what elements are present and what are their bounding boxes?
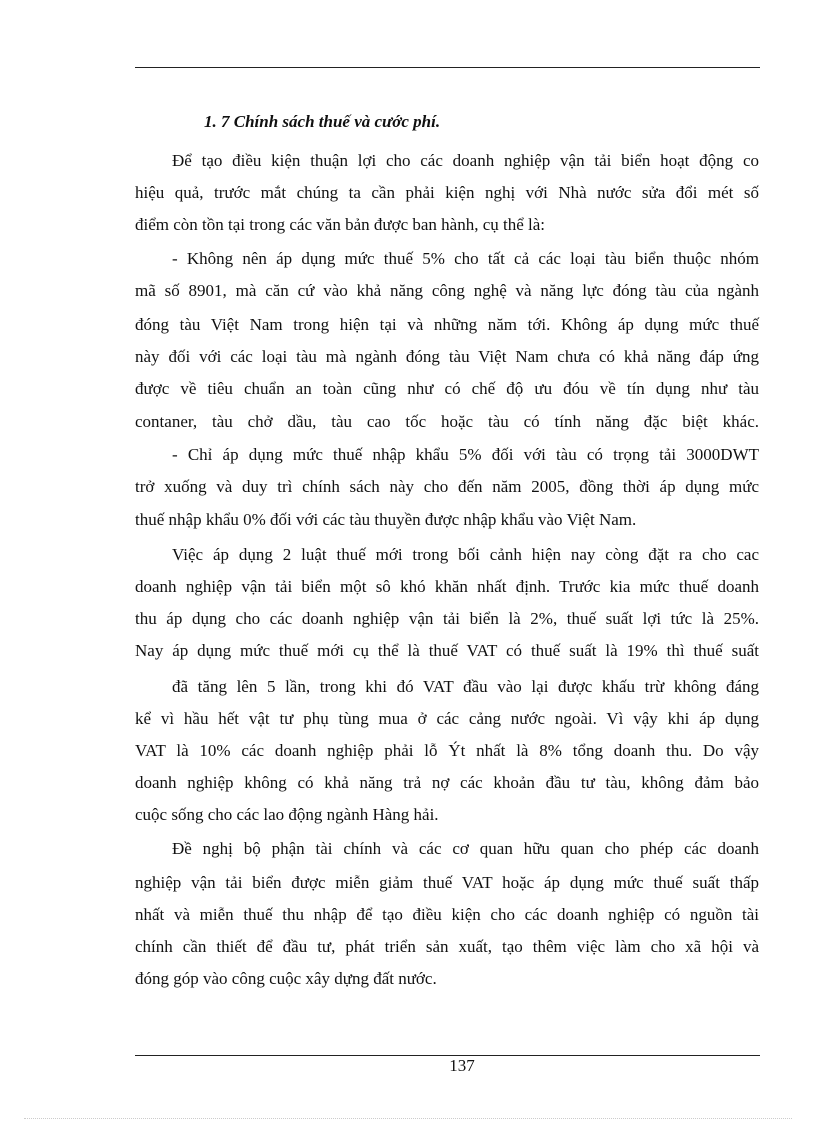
paragraph-line: đã tăng lên 5 lần, trong khi đó VAT đầu vào lại được khấu trừ không đáng — [172, 677, 759, 696]
paragraph-line: mã số 8901, mà căn cứ vào khả năng công nghệ và năng lực đóng tàu của ngành — [135, 281, 759, 300]
paragraph-line: Để tạo điều kiện thuận lợi cho các doanh nghiệp vận tải biển hoạt động co — [172, 151, 759, 170]
paragraph-line: doanh nghiệp vận tải biển một sô khó khăn nhất định. Trước kia mức thuế doanh — [135, 577, 759, 596]
paragraph-line: thu áp dụng cho các doanh nghiệp vận tải biển là 2%, thuế suất lợi tức là 25%. — [135, 609, 759, 628]
paragraph-line: doanh nghiệp không có khả năng trả nợ các khoản đầu tư tàu, không đảm bảo — [135, 773, 759, 792]
page-edge-divider — [24, 1118, 792, 1119]
paragraph-line: Đề nghị bộ phận tài chính và các cơ quan hữu quan cho phép các doanh — [172, 839, 759, 858]
header-rule — [135, 67, 760, 68]
paragraph-line: này đối với các loại tàu mà ngành đóng tàu Việt Nam chưa có khả năng đáp ứng — [135, 347, 759, 366]
paragraph-line: hiệu quả, trước mắt chúng ta cần phải kiện nghị với Nhà nước sửa đổi mét số — [135, 183, 759, 202]
page-number: 137 — [449, 1056, 475, 1075]
paragraph-line: đóng góp vào công cuộc xây dựng đất nước. — [135, 969, 437, 988]
paragraph-line: - Chỉ áp dụng mức thuế nhập khẩu 5% đối với tàu có trọng tải 3000DWT — [172, 445, 759, 464]
paragraph-line: chính cần thiết để đầu tư, phát triển sản xuất, tạo thêm việc làm cho xã hội và — [135, 937, 759, 956]
paragraph-line: điểm còn tồn tại trong các văn bản được ban hành, cụ thể là: — [135, 215, 546, 234]
section-heading: 1. 7 Chính sách thuế và cước phí. — [204, 112, 441, 131]
paragraph-line: được về tiêu chuẩn an toàn cũng như có chế độ ưu đóu về tín dụng như tàu — [135, 379, 759, 398]
paragraph-line: nhất và miễn thuế thu nhập để tạo điều kiện cho các doanh nghiệp có nguồn tài — [135, 905, 759, 924]
paragraph-line: VAT là 10% các doanh nghiệp phải lỗ Ýt nhất là 8% tổng doanh thu. Do vậy — [135, 741, 759, 760]
paragraph-line: đóng tàu Việt Nam trong hiện tại và những năm tới. Không áp dụng mức thuế — [135, 315, 759, 334]
paragraph-line: contaner, tàu chở dầu, tàu cao tốc hoặc tàu có tính năng đặc biệt khác. — [135, 412, 759, 431]
paragraph-line: nghiệp vận tải biển được miễn giảm thuế VAT hoặc áp dụng mức thuế suất thấp — [135, 873, 759, 892]
paragraph-line: Nay áp dụng mức thuế mới cụ thể là thuế VAT có thuế suất là 19% thì thuế suất — [135, 641, 759, 660]
paragraph-line: cuộc sống cho các lao động ngành Hàng hải. — [135, 805, 439, 824]
paragraph-line: thuế nhập khẩu 0% đối với các tàu thuyền được nhập khẩu vào Việt Nam. — [135, 510, 637, 529]
paragraph-line: Việc áp dụng 2 luật thuế mới trong bối cảnh hiện nay còng đặt ra cho cac — [172, 545, 759, 564]
paragraph-line: - Không nên áp dụng mức thuế 5% cho tất cả các loại tàu biển thuộc nhóm — [172, 249, 759, 268]
paragraph-line: trở xuống và duy trì chính sách này cho đến năm 2005, đồng thời áp dụng mức — [135, 477, 759, 496]
paragraph-line: kể vì hầu hết vật tư phụ tùng mua ở các cảng nước ngoài. Vì vậy khi áp dụng — [135, 709, 759, 728]
